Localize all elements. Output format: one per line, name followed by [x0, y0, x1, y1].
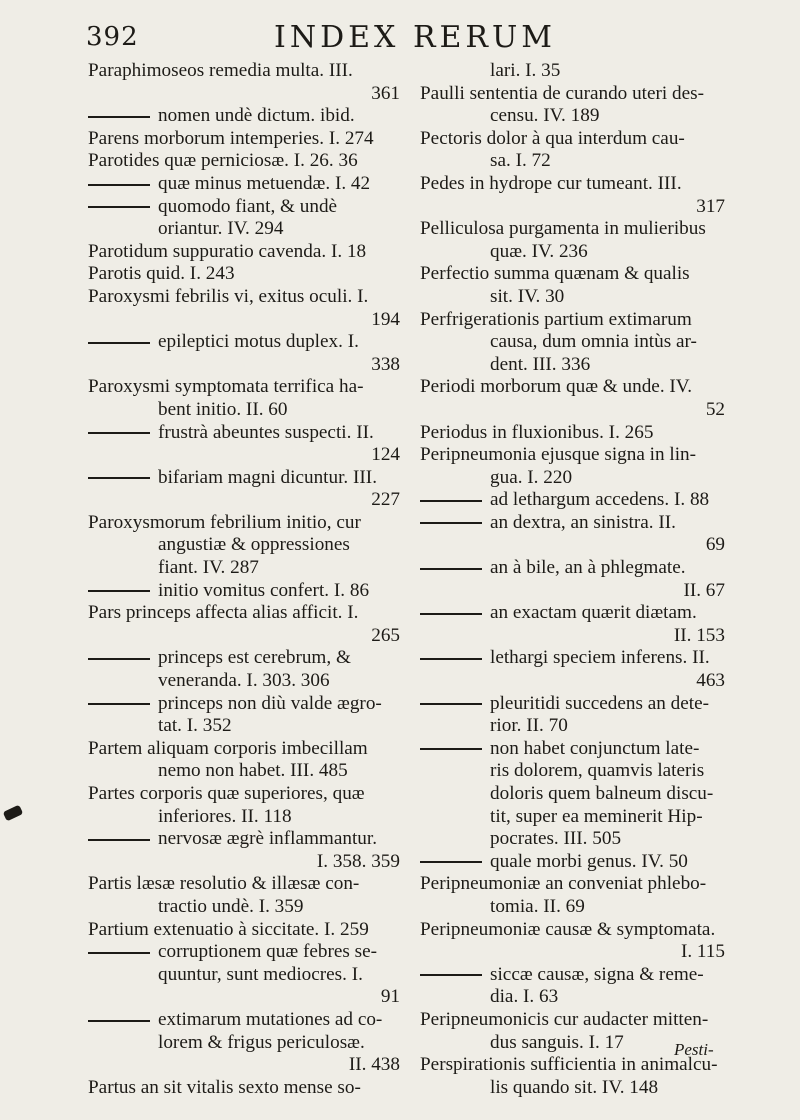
index-line-text: angustiæ & oppressiones — [158, 534, 350, 556]
index-column-left — [88, 60, 400, 1099]
index-line — [88, 241, 400, 264]
index-line-text: Periodi morborum quæ & unde. IV. — [420, 376, 692, 398]
index-line — [88, 286, 400, 309]
index-line-text: 338 — [371, 353, 400, 375]
index-line-text: Partis læsæ resolutio & illæsæ con- — [88, 873, 360, 895]
index-line — [88, 331, 400, 354]
index-line-text: oriantur. IV. 294 — [158, 218, 284, 240]
index-line — [420, 602, 725, 625]
ditto-rule — [88, 206, 150, 208]
index-line-text: ad lethargum accedens. I. 88 — [490, 489, 710, 511]
index-line-text: tractio undè. I. 359 — [158, 895, 304, 917]
index-line — [88, 105, 400, 128]
index-line-text: Paroxysmi symptomata terrifica ha- — [88, 376, 364, 398]
index-line — [420, 873, 725, 896]
index-line-text: Parotides quæ perniciosæ. I. 26. 36 — [88, 150, 358, 172]
index-line-text: nomen undè dictum. ibid. — [158, 105, 355, 127]
index-line-text: dia. I. 63 — [490, 986, 559, 1008]
index-line — [88, 263, 400, 286]
index-line — [88, 128, 400, 151]
index-line-text: Perspirationis sufficientia in animalcu- — [420, 1054, 718, 1076]
index-line-text: Peripneumoniæ an conveniat phlebo- — [420, 873, 707, 895]
index-line — [88, 760, 400, 783]
index-line — [88, 964, 400, 987]
index-line-text: gua. I. 220 — [490, 466, 573, 488]
index-line-text: siccæ causæ, signa & reme- — [490, 963, 704, 985]
index-line — [420, 534, 725, 557]
running-header — [86, 18, 786, 58]
index-line — [420, 783, 725, 806]
index-line-text: dent. III. 336 — [490, 353, 591, 375]
ditto-rule — [420, 500, 482, 502]
ditto-rule — [420, 658, 482, 660]
ditto-rule — [420, 748, 482, 750]
running-title: INDEX RERUM — [274, 20, 557, 55]
index-line-text: dus sanguis. I. 17 — [490, 1031, 624, 1053]
index-line — [420, 1009, 725, 1032]
index-line — [420, 670, 725, 693]
index-line-text: Paroxysmorum febrilium initio, cur — [88, 511, 361, 533]
index-line — [88, 693, 400, 716]
index-line — [420, 128, 725, 151]
index-line-text: epileptici motus duplex. I. — [158, 331, 359, 353]
index-line-text: lis quando sit. IV. 148 — [490, 1076, 659, 1098]
index-line-text: an exactam quærit diætam. — [490, 602, 697, 624]
ditto-rule — [420, 522, 482, 524]
index-line — [420, 715, 725, 738]
index-line — [88, 1054, 400, 1077]
index-line-text: censu. IV. 189 — [490, 105, 600, 127]
index-line — [88, 919, 400, 942]
index-line — [88, 873, 400, 896]
index-line — [420, 422, 725, 445]
index-line — [88, 150, 400, 173]
index-line-text: 265 — [371, 624, 400, 646]
index-line — [420, 557, 725, 580]
index-line — [88, 783, 400, 806]
index-line-text: initio vomitus confert. I. 86 — [158, 579, 370, 601]
index-line-text: 227 — [371, 489, 400, 511]
index-line-text: bifariam magni dicuntur. III. — [158, 466, 377, 488]
index-line-text: Partes corporis quæ superiores, quæ — [88, 783, 365, 804]
ditto-rule — [88, 703, 150, 705]
index-line-text: nervosæ ægrè inflammantur. — [158, 828, 378, 850]
index-line — [420, 647, 725, 670]
index-line-text: II. 153 — [673, 624, 725, 646]
index-line — [420, 489, 725, 512]
index-line — [88, 851, 400, 874]
index-line-text: quæ minus metuendæ. I. 42 — [158, 172, 371, 194]
index-line — [88, 602, 400, 625]
ditto-rule — [420, 974, 482, 976]
index-line-text: doloris quem balneum discu- — [490, 783, 714, 804]
index-line — [420, 196, 725, 219]
ditto-rule — [88, 477, 150, 479]
index-line-text: Pars princeps affecta alias afficit. I. — [88, 602, 359, 624]
index-line — [420, 760, 725, 783]
index-line-text: veneranda. I. 303. 306 — [158, 670, 330, 692]
index-line-text: 91 — [380, 986, 400, 1008]
ditto-rule — [88, 839, 150, 841]
index-line-text: rior. II. 70 — [490, 715, 568, 737]
index-line — [88, 376, 400, 399]
index-line — [88, 309, 400, 332]
index-line — [420, 896, 725, 919]
index-line-text: quale morbi genus. IV. 50 — [490, 850, 688, 872]
index-line — [420, 286, 725, 309]
index-line-text: pleuritidi succedens an dete- — [490, 692, 709, 714]
index-line — [88, 1032, 400, 1055]
index-line-text: tat. I. 352 — [158, 715, 232, 737]
ditto-rule — [420, 613, 482, 615]
index-line — [88, 173, 400, 196]
index-line — [420, 444, 725, 467]
index-line-text: II. 438 — [348, 1054, 400, 1076]
index-line — [420, 150, 725, 173]
index-line — [420, 851, 725, 874]
index-line-text: Parens morborum intemperies. I. 274 — [88, 127, 374, 149]
index-line — [88, 670, 400, 693]
index-line — [88, 941, 400, 964]
index-line — [420, 512, 725, 535]
index-line — [420, 309, 725, 332]
index-line-text: lethargi speciem inferens. II. — [490, 647, 710, 669]
ditto-rule — [88, 116, 150, 118]
index-line — [88, 1009, 400, 1032]
index-line — [420, 941, 725, 964]
index-line-text: 194 — [371, 308, 400, 330]
index-line-text: an à bile, an à phlegmate. — [490, 557, 686, 579]
index-line-text: Peripneumoniæ causæ & symptomata. — [420, 918, 716, 940]
index-line — [420, 83, 725, 106]
index-line-text: 463 — [696, 670, 725, 692]
index-line — [420, 331, 725, 354]
index-line-text: Partem aliquam corporis imbecillam — [88, 737, 368, 759]
index-line — [88, 625, 400, 648]
index-line-text: 69 — [705, 534, 725, 556]
index-line — [420, 241, 725, 264]
index-line — [88, 715, 400, 738]
index-line — [88, 806, 400, 829]
page-number: 392 — [86, 22, 139, 52]
ditto-rule — [88, 342, 150, 344]
index-line-text: Peripneumonia ejusque signa in lin- — [420, 444, 697, 466]
ditto-rule — [88, 1020, 150, 1022]
index-line — [420, 60, 725, 83]
index-column-right — [420, 60, 725, 1099]
index-line-text: tit, super ea meminerit Hip- — [490, 805, 703, 827]
index-line-text: fiant. IV. 287 — [158, 557, 259, 579]
index-line-text: non habet conjunctum late- — [490, 737, 700, 759]
index-line-text: tomia. II. 69 — [490, 895, 585, 917]
ditto-rule — [420, 568, 482, 570]
index-line-text: ris dolorem, quamvis lateris — [490, 760, 705, 782]
index-line — [88, 354, 400, 377]
index-line-text: 124 — [371, 444, 400, 466]
index-line — [88, 467, 400, 490]
index-line-text: pocrates. III. 505 — [490, 828, 622, 850]
index-line — [88, 738, 400, 761]
index-line-text: quomodo fiant, & undè — [158, 195, 338, 217]
index-line — [88, 489, 400, 512]
index-line — [88, 60, 400, 83]
index-line-text: Pelliculosa purgamenta in mulieribus — [420, 218, 706, 240]
index-line-text: I. 358. 359 — [316, 850, 400, 872]
index-line — [88, 580, 400, 603]
index-line-text: 361 — [371, 82, 400, 104]
index-line — [88, 196, 400, 219]
index-line-text: Parotis quid. I. 243 — [88, 263, 235, 285]
index-line-text: bent initio. II. 60 — [158, 398, 288, 420]
index-line — [420, 376, 725, 399]
index-line — [88, 422, 400, 445]
index-line-text: sit. IV. 30 — [490, 285, 565, 307]
index-line-text: II. 67 — [683, 579, 725, 601]
index-line — [420, 1077, 725, 1100]
index-line — [88, 399, 400, 422]
index-line — [420, 693, 725, 716]
index-line-text: Pectoris dolor à qua interdum cau- — [420, 127, 685, 149]
index-line — [420, 580, 725, 603]
index-line — [420, 173, 725, 196]
index-line — [88, 444, 400, 467]
index-line-text: extimarum mutationes ad co- — [158, 1008, 383, 1030]
index-line-text: princeps est cerebrum, & — [158, 647, 351, 669]
index-line-text: Partus an sit vitalis sexto mense so- — [88, 1076, 361, 1098]
ditto-rule — [88, 952, 150, 954]
index-line — [420, 354, 725, 377]
index-line — [88, 83, 400, 106]
index-line — [420, 919, 725, 942]
index-line-text: Perfectio summa quænam & qualis — [420, 263, 690, 285]
ditto-rule — [420, 703, 482, 705]
index-line — [88, 647, 400, 670]
ditto-rule — [88, 658, 150, 660]
index-line — [88, 218, 400, 241]
index-line-text: quæ. IV. 236 — [490, 240, 588, 262]
index-line — [420, 218, 725, 241]
index-line-text: 52 — [705, 398, 725, 420]
index-line-text: frustrà abeuntes suspecti. II. — [158, 421, 374, 443]
index-line-text: Peripneumonicis cur audacter mitten- — [420, 1008, 709, 1030]
index-line-text: Parotidum suppuratio cavenda. I. 18 — [88, 240, 367, 262]
index-line — [88, 512, 400, 535]
index-line — [420, 105, 725, 128]
index-line-text: I. 115 — [680, 941, 725, 963]
index-line — [88, 1077, 400, 1100]
ditto-rule — [420, 861, 482, 863]
index-line — [88, 534, 400, 557]
index-line — [420, 399, 725, 422]
index-line-text: Pedes in hydrope cur tumeant. III. — [420, 172, 682, 194]
index-line-text: princeps non diù valde ægro- — [158, 692, 382, 714]
index-line-text: lari. I. 35 — [490, 60, 561, 81]
index-line-text: nemo non habet. III. 485 — [158, 760, 348, 782]
index-line — [420, 625, 725, 648]
index-line-text: 317 — [696, 195, 725, 217]
ditto-rule — [88, 432, 150, 434]
index-line-text: Paulli sententia de curando uteri des- — [420, 82, 704, 104]
ditto-rule — [88, 184, 150, 186]
index-line-text: lorem & frigus periculosæ. — [158, 1031, 365, 1053]
index-line — [88, 896, 400, 919]
index-line-text: corruptionem quæ febres se- — [158, 941, 377, 963]
index-line-text: Paraphimoseos remedia multa. III. — [88, 60, 353, 81]
index-line — [88, 828, 400, 851]
index-line — [420, 986, 725, 1009]
index-line-text: Perfrigerationis partium extimarum — [420, 308, 692, 330]
index-line-text: sa. I. 72 — [490, 150, 551, 172]
index-line — [88, 557, 400, 580]
index-line-text: Periodus in fluxionibus. I. 265 — [420, 421, 654, 443]
index-line-text: inferiores. II. 118 — [158, 805, 292, 827]
index-line-text: quuntur, sunt mediocres. I. — [158, 963, 363, 985]
catchword: Pesti- — [674, 1040, 714, 1059]
index-line — [420, 263, 725, 286]
index-line — [420, 964, 725, 987]
index-line — [88, 986, 400, 1009]
index-line — [420, 738, 725, 761]
index-line-text: causa, dum omnia intùs ar- — [490, 331, 697, 353]
ditto-rule — [88, 590, 150, 592]
index-line-text: Paroxysmi febrilis vi, exitus oculi. I. — [88, 285, 369, 307]
ink-blot — [3, 805, 24, 822]
index-line — [420, 828, 725, 851]
index-line — [420, 467, 725, 490]
index-line-text: an dextra, an sinistra. II. — [490, 511, 676, 533]
index-line — [420, 806, 725, 829]
index-line-text: Partium extenuatio à siccitate. I. 259 — [88, 918, 369, 940]
